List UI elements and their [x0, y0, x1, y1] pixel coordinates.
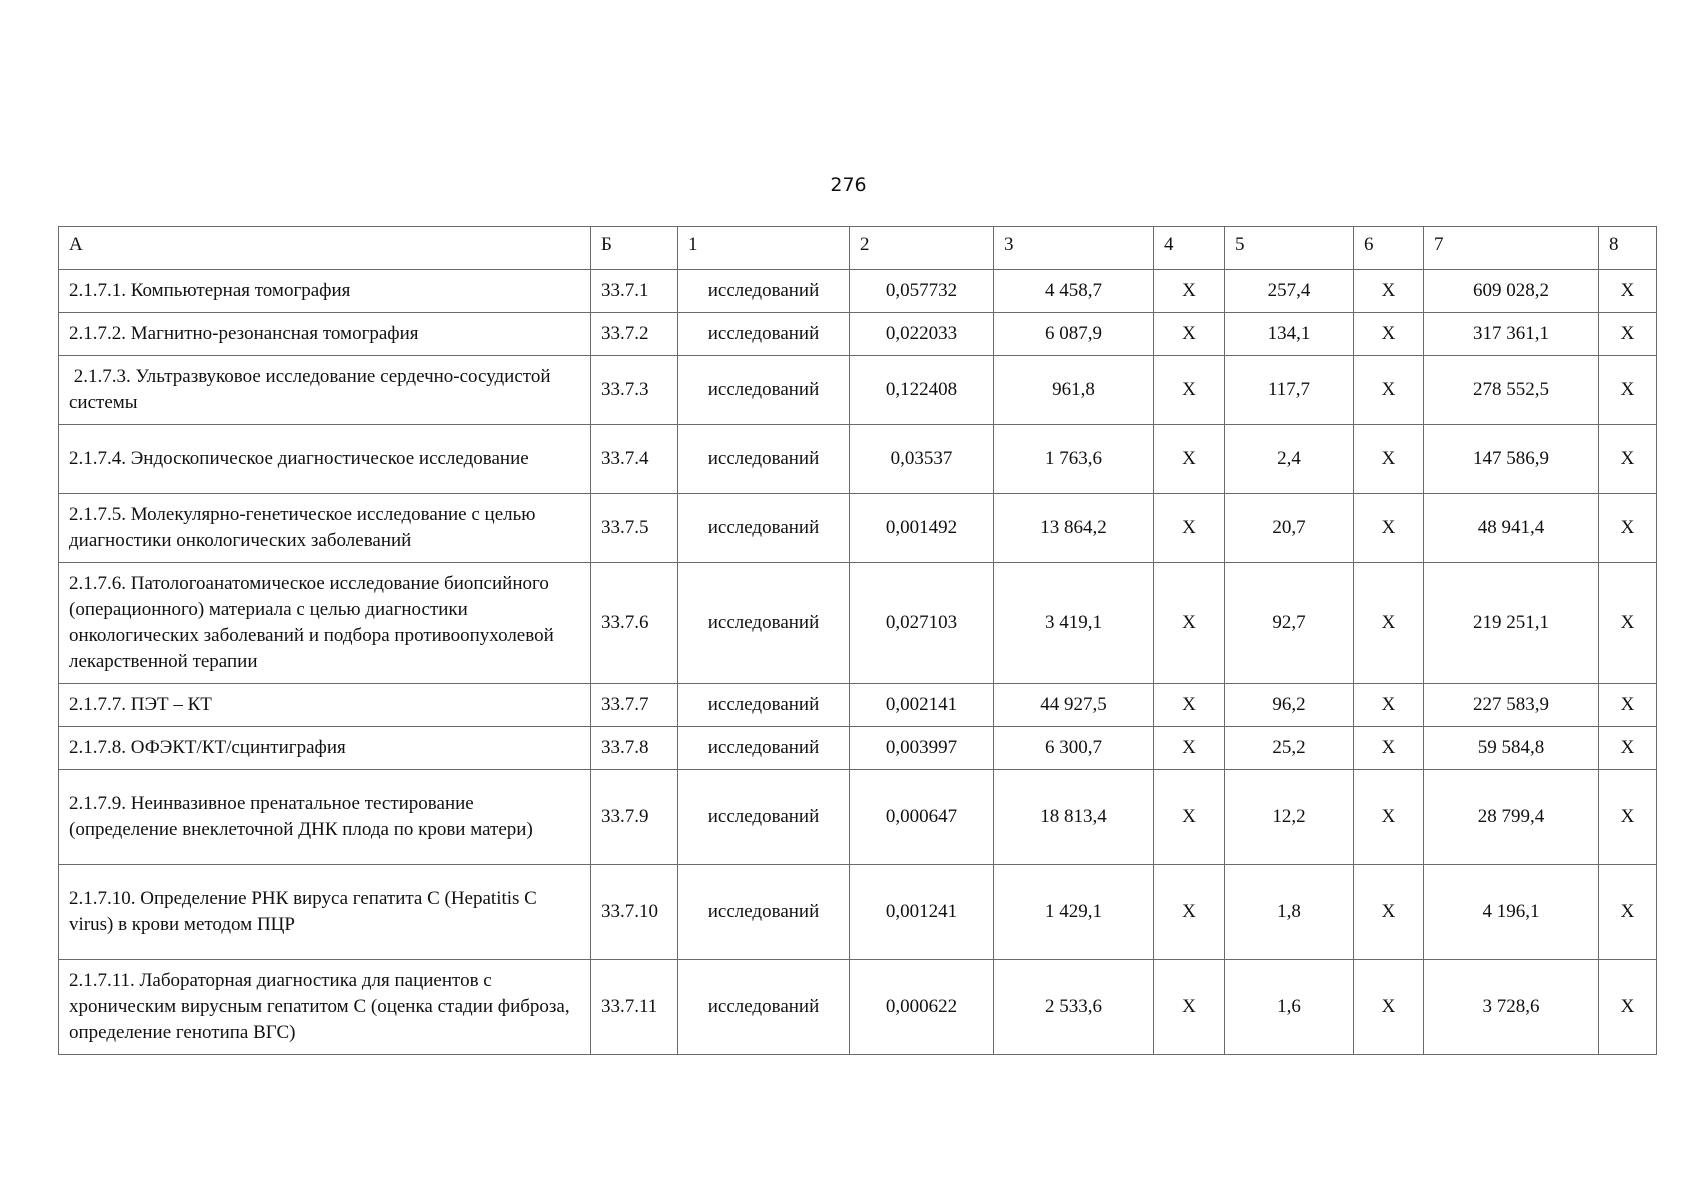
row-col-7: 28 799,4 [1424, 770, 1599, 865]
row-col-3: 1 763,6 [994, 425, 1154, 494]
row-col-2: 0,057732 [850, 270, 994, 313]
row-unit: исследований [678, 727, 850, 770]
row-col-2: 0,027103 [850, 563, 994, 684]
row-col-4: Х [1154, 563, 1225, 684]
row-col-3: 18 813,4 [994, 770, 1154, 865]
row-col-6: Х [1354, 684, 1424, 727]
row-col-4: Х [1154, 313, 1225, 356]
row-code: 33.7.5 [591, 494, 678, 563]
row-unit: исследований [678, 563, 850, 684]
row-col-7: 227 583,9 [1424, 684, 1599, 727]
row-code: 33.7.2 [591, 313, 678, 356]
row-col-4: Х [1154, 727, 1225, 770]
column-header: 8 [1599, 227, 1657, 270]
row-col-3: 13 864,2 [994, 494, 1154, 563]
column-header: Б [591, 227, 678, 270]
row-name: 2.1.7.8. ОФЭКТ/КТ/сцинтиграфия [59, 727, 591, 770]
row-name: 2.1.7.6. Патологоанатомическое исследование биопсийного (операционного) материала с целью диагностики онкологических заболеваний и подбора противоопухолевой лекарственной терапии [59, 563, 591, 684]
column-header: 2 [850, 227, 994, 270]
row-col-6: Х [1354, 425, 1424, 494]
row-col-6: Х [1354, 356, 1424, 425]
row-col-3: 6 087,9 [994, 313, 1154, 356]
row-col-4: Х [1154, 865, 1225, 960]
row-col-2: 0,122408 [850, 356, 994, 425]
row-unit: исследований [678, 494, 850, 563]
row-col-6: Х [1354, 770, 1424, 865]
row-col-2: 0,003997 [850, 727, 994, 770]
row-col-8: Х [1599, 770, 1657, 865]
table-row [59, 727, 1657, 770]
row-col-5: 1,6 [1225, 960, 1354, 1055]
row-name: 2.1.7.7. ПЭТ – КТ [59, 684, 591, 727]
row-col-3: 961,8 [994, 356, 1154, 425]
row-col-8: Х [1599, 494, 1657, 563]
row-col-3: 1 429,1 [994, 865, 1154, 960]
row-col-5: 134,1 [1225, 313, 1354, 356]
row-col-7: 3 728,6 [1424, 960, 1599, 1055]
column-header: 7 [1424, 227, 1599, 270]
row-code: 33.7.8 [591, 727, 678, 770]
row-col-7: 278 552,5 [1424, 356, 1599, 425]
row-col-8: Х [1599, 727, 1657, 770]
row-col-6: Х [1354, 313, 1424, 356]
row-col-8: Х [1599, 270, 1657, 313]
row-col-7: 147 586,9 [1424, 425, 1599, 494]
row-unit: исследований [678, 865, 850, 960]
row-col-5: 96,2 [1225, 684, 1354, 727]
row-col-6: Х [1354, 270, 1424, 313]
column-header: 1 [678, 227, 850, 270]
row-col-4: Х [1154, 960, 1225, 1055]
row-col-2: 0,001492 [850, 494, 994, 563]
row-col-5: 92,7 [1225, 563, 1354, 684]
row-name: 2.1.7.2. Магнитно-резонансная томография [59, 313, 591, 356]
row-name: 2.1.7.5. Молекулярно-генетическое исследование с целью диагностики онкологических заболеваний [59, 494, 591, 563]
row-code: 33.7.9 [591, 770, 678, 865]
row-col-5: 257,4 [1225, 270, 1354, 313]
table-row [59, 425, 1657, 494]
row-unit: исследований [678, 770, 850, 865]
row-col-4: Х [1154, 770, 1225, 865]
row-col-4: Х [1154, 684, 1225, 727]
row-col-6: Х [1354, 727, 1424, 770]
row-col-2: 0,002141 [850, 684, 994, 727]
row-col-4: Х [1154, 356, 1225, 425]
row-code: 33.7.10 [591, 865, 678, 960]
row-col-3: 4 458,7 [994, 270, 1154, 313]
row-col-8: Х [1599, 865, 1657, 960]
row-col-3: 6 300,7 [994, 727, 1154, 770]
row-unit: исследований [678, 270, 850, 313]
row-col-8: Х [1599, 684, 1657, 727]
column-header: А [59, 227, 591, 270]
table-row [59, 313, 1657, 356]
row-col-5: 1,8 [1225, 865, 1354, 960]
column-header: 6 [1354, 227, 1424, 270]
column-header: 4 [1154, 227, 1225, 270]
row-col-2: 0,001241 [850, 865, 994, 960]
row-col-8: Х [1599, 356, 1657, 425]
row-name: 2.1.7.1. Компьютерная томография [59, 270, 591, 313]
table-row [59, 684, 1657, 727]
row-col-2: 0,000622 [850, 960, 994, 1055]
row-col-5: 25,2 [1225, 727, 1354, 770]
row-name: 2.1.7.3. Ультразвуковое исследование сердечно-сосудистой системы [59, 356, 591, 425]
row-code: 33.7.1 [591, 270, 678, 313]
row-code: 33.7.4 [591, 425, 678, 494]
table-row [59, 770, 1657, 865]
table-row [59, 865, 1657, 960]
row-code: 33.7.11 [591, 960, 678, 1055]
row-col-6: Х [1354, 494, 1424, 563]
row-col-8: Х [1599, 960, 1657, 1055]
row-col-3: 2 533,6 [994, 960, 1154, 1055]
row-col-7: 4 196,1 [1424, 865, 1599, 960]
table-row [59, 270, 1657, 313]
table-row [59, 960, 1657, 1055]
row-unit: исследований [678, 356, 850, 425]
row-unit: исследований [678, 960, 850, 1055]
row-col-2: 0,022033 [850, 313, 994, 356]
row-col-2: 0,000647 [850, 770, 994, 865]
row-col-6: Х [1354, 563, 1424, 684]
row-code: 33.7.6 [591, 563, 678, 684]
row-col-5: 2,4 [1225, 425, 1354, 494]
row-code: 33.7.3 [591, 356, 678, 425]
table-row [59, 356, 1657, 425]
row-unit: исследований [678, 313, 850, 356]
row-col-3: 3 419,1 [994, 563, 1154, 684]
row-col-4: Х [1154, 494, 1225, 563]
row-col-6: Х [1354, 865, 1424, 960]
row-name: 2.1.7.9. Неинвазивное пренатальное тестирование (определение внеклеточной ДНК плода по крови матери) [59, 770, 591, 865]
row-col-4: Х [1154, 270, 1225, 313]
table-row [59, 563, 1657, 684]
row-col-8: Х [1599, 313, 1657, 356]
row-col-8: Х [1599, 563, 1657, 684]
row-col-3: 44 927,5 [994, 684, 1154, 727]
row-col-2: 0,03537 [850, 425, 994, 494]
row-col-8: Х [1599, 425, 1657, 494]
row-col-5: 117,7 [1225, 356, 1354, 425]
row-col-5: 20,7 [1225, 494, 1354, 563]
row-col-7: 219 251,1 [1424, 563, 1599, 684]
row-col-5: 12,2 [1225, 770, 1354, 865]
table-row [59, 494, 1657, 563]
row-unit: исследований [678, 425, 850, 494]
row-col-7: 609 028,2 [1424, 270, 1599, 313]
data-table [58, 226, 1657, 1055]
page-number: 276 [830, 174, 867, 196]
row-col-7: 48 941,4 [1424, 494, 1599, 563]
row-col-6: Х [1354, 960, 1424, 1055]
row-code: 33.7.7 [591, 684, 678, 727]
row-col-7: 59 584,8 [1424, 727, 1599, 770]
header-row [59, 227, 1657, 270]
row-col-7: 317 361,1 [1424, 313, 1599, 356]
row-name: 2.1.7.11. Лабораторная диагностика для пациентов с хроническим вирусным гепатитом С (оценка стадии фиброза, определение генотипа ВГС) [59, 960, 591, 1055]
row-name: 2.1.7.4. Эндоскопическое диагностическое исследование [59, 425, 591, 494]
row-name: 2.1.7.10. Определение РНК вируса гепатита С (Hepatitis C virus) в крови методом ПЦР [59, 865, 591, 960]
column-header: 3 [994, 227, 1154, 270]
row-col-4: Х [1154, 425, 1225, 494]
column-header: 5 [1225, 227, 1354, 270]
row-unit: исследований [678, 684, 850, 727]
